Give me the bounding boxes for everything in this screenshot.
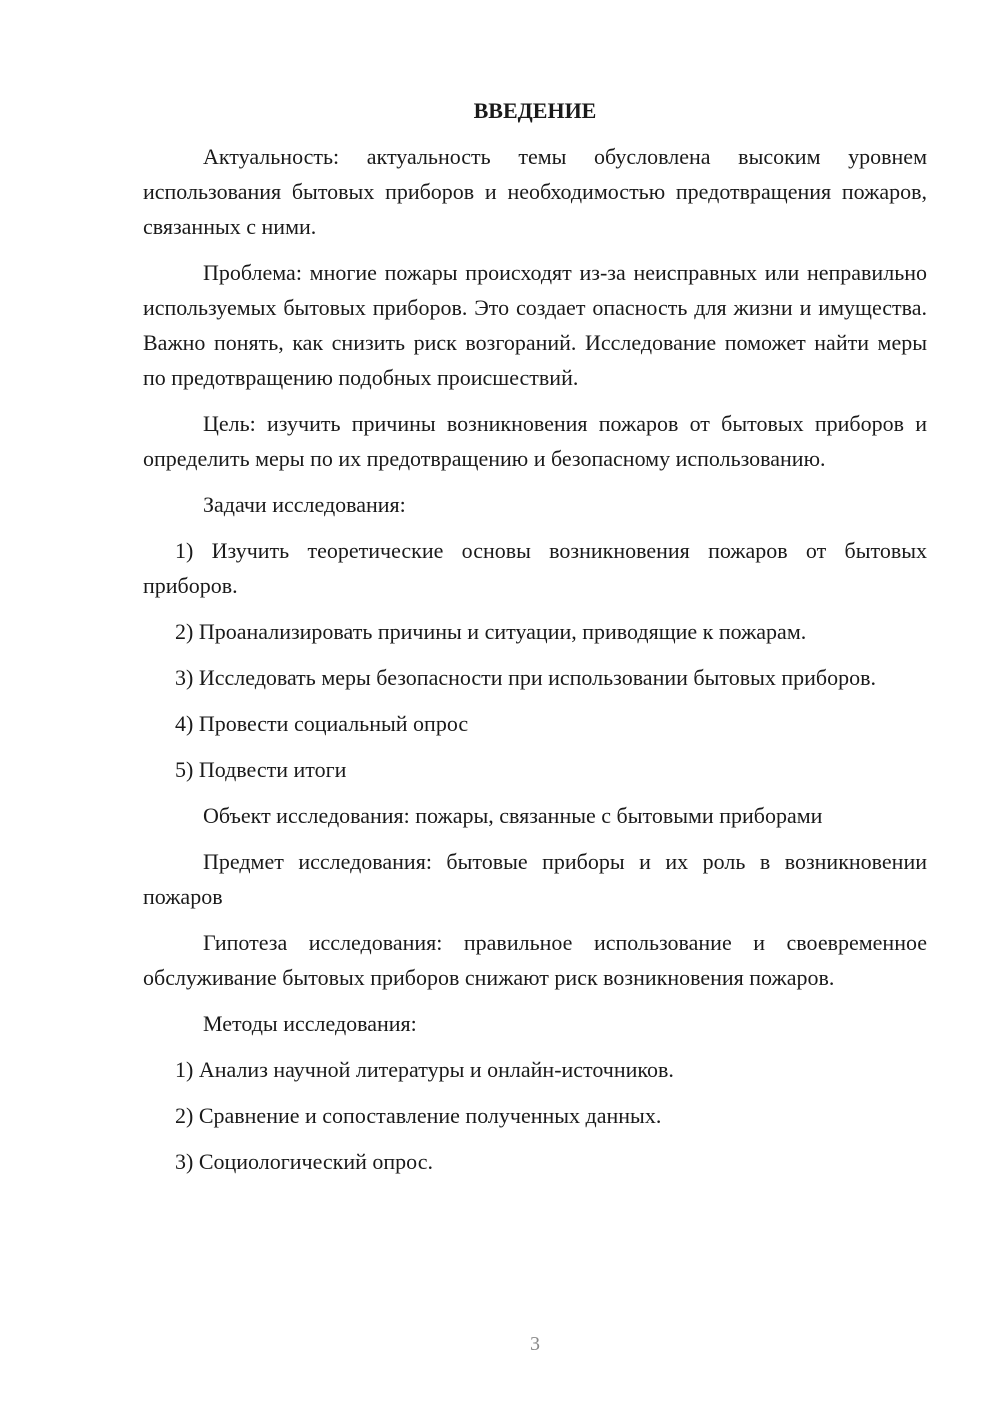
page-number: 3 [530, 1333, 540, 1355]
paragraph-problem: Проблема: многие пожары происходят из-за неисправных или неправильно используемых бытовых приборов. Это создает опасность для жизни и имущества. Важно понять, как снизить риск возгораний. Исследование поможет найти меры по предотвращению подобных происшествий. [143, 260, 927, 390]
methods-title: Методы исследования: [203, 1011, 417, 1036]
tasks-title: Задачи исследования: [203, 492, 406, 517]
method-item-2: 2) Сравнение и сопоставление полученных данных. [175, 1103, 662, 1128]
paragraph-object: Объект исследования: пожары, связанные с бытовыми приборами [203, 803, 823, 828]
task-item-4: 4) Провести социальный опрос [175, 711, 469, 736]
method-item-1: 1) Анализ научной литературы и онлайн-источников. [175, 1057, 674, 1082]
task-item-5: 5) Подвести итоги [175, 757, 347, 782]
paragraph-relevance: Актуальность: актуальность темы обусловлена высоким уровнем использования бытовых приборов и необходимостью предотвращения пожаров, связанных с ними. [143, 144, 927, 239]
task-item-3: 3) Исследовать меры безопасности при использовании бытовых приборов. [175, 665, 876, 690]
page-content [143, 93, 927, 1190]
paragraph-subject: Предмет исследования: бытовые приборы и их роль в возникновении пожаров [143, 849, 927, 909]
method-item-3: 3) Социологический опрос. [175, 1149, 433, 1174]
paragraph-hypothesis: Гипотеза исследования: правильное использование и своевременное обслуживание бытовых приборов снижают риск возникновения пожаров. [143, 930, 927, 990]
paragraph-goal: Цель: изучить причины возникновения пожаров от бытовых приборов и определить меры по их предотвращению и безопасному использованию. [143, 411, 927, 471]
task-item-2: 2) Проанализировать причины и ситуации, приводящие к пожарам. [175, 619, 807, 644]
section-heading: ВВЕДЕНИЕ [473, 98, 597, 123]
task-item-1: 1) Изучить теоретические основы возникновения пожаров от бытовых приборов. [143, 538, 927, 598]
